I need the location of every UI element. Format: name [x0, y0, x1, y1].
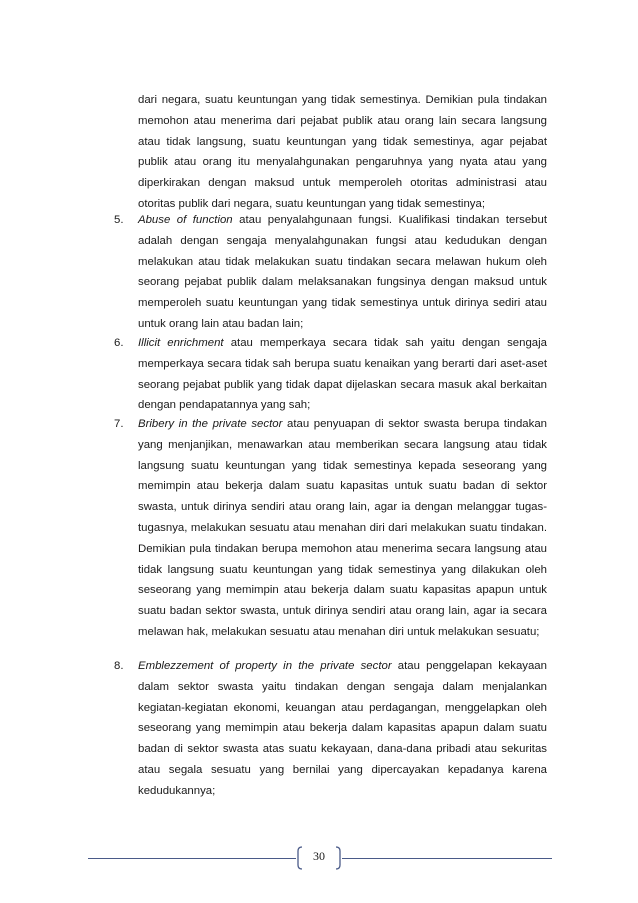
item-text: atau penyuapan di sektor swasta berupa tindakan yang menjanjikan, menawarkan atau memberikan secara langsung atau tidak langsung suatu keuntungan yang tidak semestinya kepada seseorang yang memimpin atau bekerja dalam suatu kapasitas untuk suatu badan di sektor swasta, untuk dirinya sendiri atau orang lain, agar ia dengan melanggar tugas-tugasnya, melakukan sesuatu atau menahan diri dari melakukan suatu tindakan. Demikian pula tindakan berupa memohon atau menerima secara langsung atau tidak langsung suatu keuntungan yang tidak semestinya yang dilakukan oleh seseorang yang memimpin atau bekerja dalam suatu kapasitas apapun untuk suatu badan sektor swasta, untuk dirinya sendiri atau orang lain, agar ia secara melawan hak, melakukan sesuatu atau menahan diri untuk melakukan sesuatu; — [138, 418, 547, 638]
intro-paragraph: dari negara, suatu keuntungan yang tidak semestinya. Demikian pula tindakan memohon atau menerima dari pejabat publik atau orang lain secara langsung atau tidak langsung, suatu keuntungan yang tidak semestinya, agar pejabat publik atau orang itu menyalahgunakan pengaruhnya yang nyata atau yang diperkirakan dengan maksud untuk memperoleh otoritas administrasi atau otoritas publik dari negara, suatu keuntungan yang tidak semestinya; — [138, 94, 547, 210]
item-number: 5. — [114, 214, 124, 226]
footer-rule-left — [88, 858, 296, 859]
item-text: atau penggelapan kekayaan dalam sektor swasta yaitu tindakan dengan sengaja dalam menjalankan kegiatan-kegiatan ekonomi, keuangan atau perdagangan, menggelapkan oleh seseorang yang memimpin atau bekerja dalam kapasitas apapun dalam suatu badan di sektor swasta atas suatu kekayaan, dana-dana pribadi atau sekuritas atau segala sesuatu yang bernilai yang dipercayakan kepadanya karena kedudukannya; — [138, 660, 547, 797]
item-term: Abuse of function — [138, 214, 233, 226]
list-item-5 — [114, 210, 547, 335]
item-text: atau memperkaya secara tidak sah yaitu dengan sengaja memperkaya secara tidak sah berupa suatu kenaikan yang berarti dari aset-aset seorang pejabat publik yang tidak dapat dijelaskan secara masuk akal berkaitan dengan pendapatannya yang sah; — [138, 337, 547, 412]
footer-rule-right — [342, 858, 552, 859]
list-item-6 — [114, 333, 547, 416]
right-bracket-icon — [335, 846, 341, 870]
item-term: Illicit enrichment — [138, 337, 224, 349]
item-text: atau penyalahgunaan fungsi. Kualifikasi tindakan tersebut adalah dengan sengaja menyalahgunakan fungsi atau kedudukan dengan melakukan atau tidak melakukan suatu tindakan secara melawan hukum oleh seorang pejabat publik dalam melaksanakan fungsinya dengan maksud untuk memperoleh suatu keuntungan yang tidak semestinya untuk dirinya sediri atau untuk orang lain atau badan lain; — [138, 214, 547, 330]
item-term: Bribery in the private sector — [138, 418, 283, 430]
item-number: 6. — [114, 337, 124, 349]
list-item-8 — [114, 656, 547, 802]
item-number: 8. — [114, 660, 124, 672]
list-item-7 — [114, 414, 547, 643]
left-bracket-icon — [297, 846, 303, 870]
item-number: 7. — [114, 418, 124, 430]
page-number: 30 — [313, 849, 325, 863]
item-term: Emblezzement of property in the private sector — [138, 660, 392, 672]
page-footer — [0, 838, 638, 878]
